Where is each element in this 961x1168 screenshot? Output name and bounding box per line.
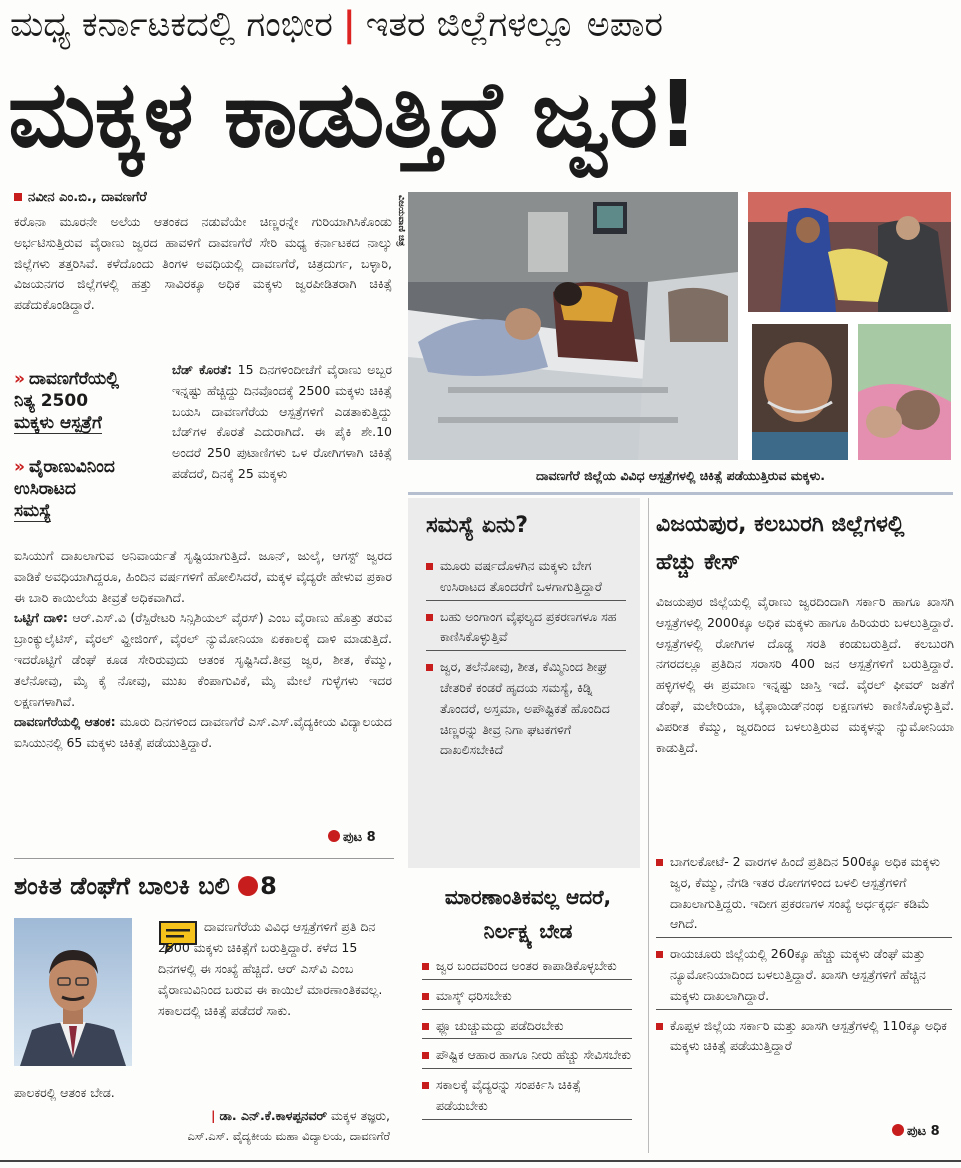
advice-title: ಮಾರಣಾಂತಿಕವಲ್ಲ ಆದರೆ, ನಿರ್ಲಕ್ಷ್ಯ ಬೇಡ	[444, 885, 612, 943]
icu-paragraph: ಐಸಿಯುಗೆ ದಾಖಲಾಗುವ ಅನಿವಾರ್ಯತೆ ಸೃಷ್ಟಿಯಾಗುತ್ತಿದೆ. ಜೂನ್, ಜುಲೈ, ಆಗಸ್ಟ್ ಜ್ವರದ ವಾಡಿಕೆ ಅವಧಿಯಾಗಿದ್ದರೂ, ಹಿಂದಿನ ವರ್ಷಗಳಿಗೆ ಹೋಲಿಸಿದರೆ, ಮಕ್ಕಳ ವೈದ್ಯರೇ ಹೇಳುವ ಪ್ರಕಾರ ಈ ಬಾರಿ ಕಾಯಿಲೆಯ ತೀವ್ರತೆ ಅಧಿಕವಾಗಿದೆ.	[14, 548, 392, 605]
pull1-line1: ದಾವಣಗೆರೆಯಲ್ಲಿ	[28, 369, 119, 389]
page-ref-text: ಪುಟ 8	[907, 1124, 940, 1139]
column-divider	[648, 498, 649, 1153]
arrow-icon	[892, 1124, 904, 1136]
list-item: ಫ್ಲೂ ಚುಚ್ಚುಮದ್ದು ಪಡೆದಿರಬೇಕು	[422, 1016, 632, 1040]
doctor-signature	[110, 1105, 390, 1147]
subheadline-dengue	[14, 868, 394, 904]
twin-attack-paragraph	[14, 608, 392, 712]
vijayapura-headline: ವಿಜಯಪುರ, ಕಲಬುರಗಿ ಜಿಲ್ಲೆಗಳಲ್ಲಿ ಹೆಚ್ಚು ಕೇಸ್	[656, 512, 905, 575]
photo-credit	[392, 195, 408, 305]
fear-lead: ದಾವಣಗೆರೆಯಲ್ಲಿ ಆತಂಕ:	[14, 714, 116, 730]
list-item: ಜ್ವರ, ತಲೆನೋವು, ಶೀತ, ಕೆಮ್ಮಿನಿಂದ ಶೀಘ್ರ ಚೇತರಿಕೆ ಕಂಡರೆ ಹೃದಯ ಸಮಸ್ಯೆ, ಕಿಡ್ನಿ ತೊಂದರೆ, ಅಸ್ತಮಾ, ಅಪೌಷ್ಟಿಕತೆ ಹೊಂದಿದ ಚಿಣ್ಣರನ್ನು ತೀವ್ರ ನಿಗಾ ಘಟಕಗಳಿಗೆ ದಾಖಲಿಸಬೇಕಿದೆ	[426, 657, 626, 763]
bed-lead: ಬೆಡ್ ಕೊರತೆ:	[172, 362, 232, 377]
list-item: ಮಾಸ್ಕ್ ಧರಿಸಬೇಕು	[422, 986, 632, 1010]
byline	[14, 190, 147, 205]
pull1-line2: ನಿತ್ಯ 2500	[14, 391, 89, 411]
fear-text: ಮೂರು ದಿನಗಳಿಂದ ದಾವಣಗೆರೆ ಎಸ್.ಎಸ್.ವೈದ್ಯಕೀಯ ವಿದ್ಯಾಲಯದ ಐಸಿಯುನಲ್ಲಿ 65 ಮಕ್ಕಳು ಚಿಕಿತ್ಸೆ ಪಡೆಯುತ್ತಿದ್ದಾರೆ.	[14, 714, 392, 751]
advice-list	[422, 956, 632, 1126]
fear-paragraph	[14, 712, 392, 754]
twin-lead: ಒಟ್ಟಿಗೆ ದಾಳಿ:	[14, 610, 68, 626]
problem-box-title: ಸಮಸ್ಯೆ ಏನು?	[426, 513, 529, 538]
doctor-quote-end: ಪಾಲಕರಲ್ಲಿ ಆತಂಕ ಬೇಡ.	[14, 1085, 115, 1100]
kicker-divider: |	[342, 5, 356, 45]
pull-marker: »	[14, 369, 25, 389]
page-ref-link[interactable]	[892, 1124, 940, 1139]
list-item: ಬಹು ಅಂಗಾಂಗ ವೈಫಲ್ಯದ ಪ್ರಕರಣಗಳೂ ಸಹ ಕಾಣಿಸಿಕೊಳ್ಳುತ್ತಿವೆ	[426, 607, 626, 652]
subheadline-page-ref: 8	[260, 872, 277, 900]
bottom-rule	[0, 1160, 961, 1162]
list-item: ಮೂರು ವರ್ಷದೊಳಗಿನ ಮಕ್ಕಳು ಬೇಗ ಉಸಿರಾಟದ ತೊಂದರೆಗೆ ಒಳಗಾಗುತ್ತಿದ್ದಾರೆ	[426, 556, 626, 601]
page-ref-text: ಪುಟ 8	[343, 830, 376, 845]
list-item: ರಾಯಚೂರು ಜಿಲ್ಲೆಯಲ್ಲಿ 260ಕ್ಕೂ ಹೆಚ್ಚು ಮಕ್ಕಳು ಡೆಂಘೆ ಮತ್ತು ನ್ಯೂಮೋನಿಯಾದಿಂದ ಬಳಲುತ್ತಿದ್ದಾರೆ. ಖಾಸಗಿ ಆಸ್ಪತ್ರೆಗಳಿಗೆ ಹೆಚ್ಚಿನ ಮಕ್ಕಳು ದಾಖಲಾಗಿದ್ದಾರೆ.	[656, 944, 952, 1009]
page-arrow-icon	[238, 876, 258, 896]
list-item: ಕೊಪ್ಪಳ ಜಿಲ್ಲೆಯ ಸರ್ಕಾರಿ ಮತ್ತು ಖಾಸಗಿ ಆಸ್ಪತ್ರೆಗಳಲ್ಲಿ 110ಕ್ಕೂ ಅಧಿಕ ಮಕ್ಕಳು ಚಿಕಿತ್ಸೆ ಪಡೆಯುತ್ತಿದ್ದಾರೆ	[656, 1016, 952, 1060]
divider	[14, 858, 394, 859]
twin-text: ಆರ್.ಎಸ್.ವಿ (ರೆಸ್ಪಿರೇಟರಿ ಸಿನ್ಸಿಶಿಯಲ್ ವೈರಸ್) ಎಂಬ ವೈರಾಣು ಹೊತ್ತು ತರುವ ಬ್ರಾಂಕ್ಯುಲೈಟಿಸ್, ವೈರಲ್ ವ್ಹೀಜಿಂಗ್, ವೈರಲ್ ನ್ಯುಮೋನಿಯಾ ಏಕಕಾಲಕ್ಕೆ ದಾಳಿ ಮಾಡುತ್ತಿದೆ. ಇದರೊಟ್ಟಿಗೆ ಡೆಂಘೆ ಕೂಡ ಸೇರಿರುವುದು ಆತಂಕ ಸೃಷ್ಟಿಸಿದೆ.ತೀವ್ರ ಜ್ವರ, ಶೀತ, ಕೆಮ್ಮು, ತಲೆನೋವು, ಮೈ ಕೈ ನೋವು, ಮುಖ ಕೆಂಪಾಗುವಿಕೆ, ಮೈ ಮೇಲೆ ಗುಳ್ಳೆಗಳು ಇದರ ಲಕ್ಷಣಗಳಾಗಿವೆ.	[14, 610, 392, 709]
photo-credit-text: ವಿಜಯವಾಣಿ ಚಿತ್ರ	[396, 195, 406, 247]
kicker-left: ಮಧ್ಯ ಕರ್ನಾಟಕದಲ್ಲಿ ಗಂಭೀರ	[10, 5, 333, 45]
pull-marker: »	[14, 457, 25, 477]
intro-paragraph: ಕರೊನಾ ಮೂರನೇ ಅಲೆಯ ಆತಂಕದ ನಡುವೆಯೇ ಚಿಣ್ಣರನ್ನೇ ಗುರಿಯಾಗಿಸಿಕೊಂಡು ಅರ್ಭಟಿಸುತ್ತಿರುವ ವೈರಾಣು ಜ್ವರದ ಹಾವಳಿಗೆ ದಾವಣಗೆರೆ ಸೇರಿ ಮಧ್ಯ ಕರ್ನಾಟಕದ ನಾಲ್ಕು ಜಿಲ್ಲೆಗಳು ತತ್ತರಿಸಿವೆ. ಕಳೆದೊಂದು ತಿಂಗಳ ಅವಧಿಯಲ್ಲಿ ದಾವಣಗೆರೆ, ಚಿತ್ರದುರ್ಗ, ಬಳ್ಳಾರಿ, ವಿಜಯನಗರ ಜಿಲ್ಲೆಗಳಲ್ಲಿ ಹತ್ತು ಸಾವಿರಕ್ಕೂ ಅಧಿಕ ಮಕ್ಕಳು ಜ್ವರಪೀಡಿತರಾಗಿ ಚಿಕಿತ್ಸೆ ಪಡೆದುಕೊಂಡಿದ್ದಾರೆ.	[14, 214, 392, 313]
doctor-photo	[14, 918, 132, 1066]
doctor-quote: ದಾವಣಗೆರೆಯ ವಿವಿಧ ಆಸ್ಪತ್ರೆಗಳಿಗೆ ಪ್ರತಿ ದಿನ 2500 ಮಕ್ಕಳು ಚಿಕಿತ್ಸೆಗೆ ಬರುತ್ತಿದ್ದಾರೆ. ಕಳೆದ 15 ದಿನಗಳಲ್ಲಿ ಈ ಸಂಖ್ಯೆ ಹೆಚ್ಚಿದೆ. ಆರ್ ಎಸ್‌ವಿ ಎಂಬ ವೈರಾಣುವಿನಿಂದ ಬರುವ ಈ ಕಾಯಿಲೆ ಮಾರಣಾಂತಿಕವಲ್ಲ. ಸಕಾಲದಲ್ಲಿ ಚಿಕಿತ್ಸೆ ಪಡೆದರೆ ಸಾಕು.	[158, 919, 383, 1018]
problem-list	[426, 556, 626, 769]
pull-quote-2	[14, 456, 154, 522]
photo-caption: ದಾವಣಗೆರೆ ಜಿಲ್ಲೆಯ ವಿವಿಧ ಆಸ್ಪತ್ರೆಗಳಲ್ಲಿ ಚಿಕಿತ್ಸೆ ಪಡೆಯುತ್ತಿರುವ ಮಕ್ಕಳು.	[536, 468, 825, 483]
pull2-line3: ಸಮಸ್ಯೆ	[14, 501, 52, 521]
kicker	[10, 0, 955, 50]
page-ref-link[interactable]	[328, 830, 376, 845]
arrow-icon	[328, 830, 340, 842]
caption-rule	[408, 492, 953, 495]
bed-shortage-paragraph	[172, 360, 392, 485]
subheadline-text: ಶಂಕಿತ ಡೆಂಘೆಗೆ ಬಾಲಕಿ ಬಲಿ	[14, 872, 230, 900]
continued-column	[14, 546, 392, 754]
vijayapura-paragraph: ವಿಜಯಪುರ ಜಿಲ್ಲೆಯಲ್ಲಿ ವೈರಾಣು ಜ್ವರದಿಂದಾಗಿ ಸರ್ಕಾರಿ ಹಾಗೂ ಖಾಸಗಿ ಆಸ್ಪತ್ರೆಗಳಲ್ಲಿ 2000ಕ್ಕೂ ಅಧಿಕ ಮಕ್ಕಳು ಹಾಗೂ ಹಿರಿಯರು ಬಳಲುತ್ತಿದ್ದಾರೆ. ಆಸ್ಪತ್ರೆಗಳಲ್ಲಿ ರೋಗಿಗಳ ದೊಡ್ಡ ಸರತಿ ಕಂಡುಬರುತ್ತಿದೆ. ಕಲಬುರಗಿ ನಗರದಲ್ಲೂ ಪ್ರತಿದಿನ ಸರಾಸರಿ 400 ಜನ ಆಸ್ಪತ್ರೆಗಳಿಗೆ ಬರುತ್ತಿದ್ದಾರೆ. ಹಳ್ಳಿಗಳಲ್ಲಿ ಈ ಪ್ರಮಾಣ ಇನ್ನಷ್ಟು ಜಾಸ್ತಿ ಇದೆ. ವೈರಲ್ ಫೀವರ್ ಜತೆಗೆ ಡೆಂಘೆ, ಮಲೇರಿಯಾ, ಟೈಫಾಯಿಡ್‌ನಂಥ ಲಕ್ಷಣಗಳು ಕಾಣಿಸಿಕೊಳ್ಳುತ್ತಿವೆ. ವಿಪರೀತ ಕೆಮ್ಮು, ಜ್ವರದಿಂದ ಬಳಲುತ್ತಿರುವ ಮಕ್ಕಳನ್ನು ನ್ಯುಮೋನಿಯಾ ಕಾಡುತ್ತಿದೆ.	[656, 594, 954, 755]
doctor-role: ಮಕ್ಕಳ ತಜ್ಞರು,	[327, 1108, 390, 1123]
bed-text: 15 ದಿನಗಳಿಂದೀಚೆಗೆ ವೈರಾಣು ಅಬ್ಬರ ಇನ್ನಷ್ಟು ಹೆಚ್ಚಿದ್ದು ದಿನವೊಂದಕ್ಕೆ 2500 ಮಕ್ಕಳು ಚಿಕಿತ್ಸೆ ಬಯಸಿ ದಾವಣಗೆರೆಯ ಆಸ್ಪತ್ರೆಗಳಿಗೆ ಎಡತಾಕುತ್ತಿದ್ದು ಬೆಡ್‌ಗಳ ಕೊರತೆ ಎದುರಾಗಿದೆ. ಈ ಪೈಕಿ ಶೇ.10 ಅಂದರೆ 250 ಪುಟಾಣಿಗಳು ಒಳ ರೋಗಿಗಳಾಗಿ ಚಿಕಿತ್ಸೆ ಪಡೆದರೆ, ದಿನಕ್ಕೆ 25 ಮಕ್ಕಳು	[172, 362, 392, 481]
doctor-name: ಡಾ. ಎನ್.ಕೆ.ಕಾಳಪ್ಪನವರ್	[219, 1108, 328, 1123]
byline-marker	[14, 193, 22, 201]
pull2-line1: ವೈರಾಣುವಿನಿಂದ	[28, 457, 115, 477]
headline: ಮಕ್ಕಳ ಕಾಡುತ್ತಿದೆ ಜ್ವರ!	[8, 61, 698, 168]
list-item: ಪೌಷ್ಟಿಕ ಆಹಾರ ಹಾಗೂ ನೀರು ಹೆಚ್ಚು ಸೇವಿಸಬೇಕು	[422, 1045, 632, 1069]
doctor-institution: ಎಸ್.ಎಸ್. ವೈದ್ಯಕೀಯ ಮಹಾ ವಿದ್ಯಾಲಯ, ದಾವಣಗೆರೆ	[187, 1129, 390, 1143]
list-item: ಸಕಾಲಕ್ಕೆ ವೈದ್ಯರನ್ನು ಸಂಪರ್ಕಿಸಿ ಚಿಕಿತ್ಸೆ ಪಡೆಯಬೇಕು	[422, 1075, 632, 1120]
byline-text: ನವೀನ ಎಂ.ಬಿ., ದಾವಣಗೆರೆ	[28, 190, 147, 205]
hospital-photo-collage	[408, 192, 951, 460]
list-item: ಜ್ವರ ಬಂದವರಿಂದ ಅಂತರ ಕಾಪಾಡಿಕೊಳ್ಳಬೇಕು	[422, 956, 632, 980]
sig-bar: |	[210, 1108, 216, 1123]
list-item: ಬಾಗಲಕೋಟೆ- 2 ವಾರಗಳ ಹಿಂದೆ ಪ್ರತಿದಿನ 500ಕ್ಕೂ ಅಧಿಕ ಮಕ್ಕಳು ಜ್ವರ, ಕೆಮ್ಮು, ನೆಗಡಿ ಇತರ ರೋಗಗಳಿಂದ ಬಳಲಿ ಆಸ್ಪತ್ರೆಗಳಿಗೆ ದಾಖಲಾಗುತ್ತಿದ್ದರು. ಇದೀಗ ಪ್ರಕರಣಗಳ ಸಂಖ್ಯೆ ಅರ್ಧಕ್ಕರ್ಧ ಕಡಿಮೆ ಆಗಿದೆ.	[656, 852, 952, 938]
pull-quote-1	[14, 368, 154, 434]
pull1-line3: ಮಕ್ಕಳು ಆಸ್ಪತ್ರೆಗೆ	[14, 413, 102, 433]
kicker-right: ಇತರ ಜಿಲ್ಲೆಗಳಲ್ಲೂ ಅಪಾರ	[365, 5, 664, 45]
pull2-line2: ಉಸಿರಾಟದ	[14, 479, 76, 499]
district-list	[656, 852, 952, 1065]
